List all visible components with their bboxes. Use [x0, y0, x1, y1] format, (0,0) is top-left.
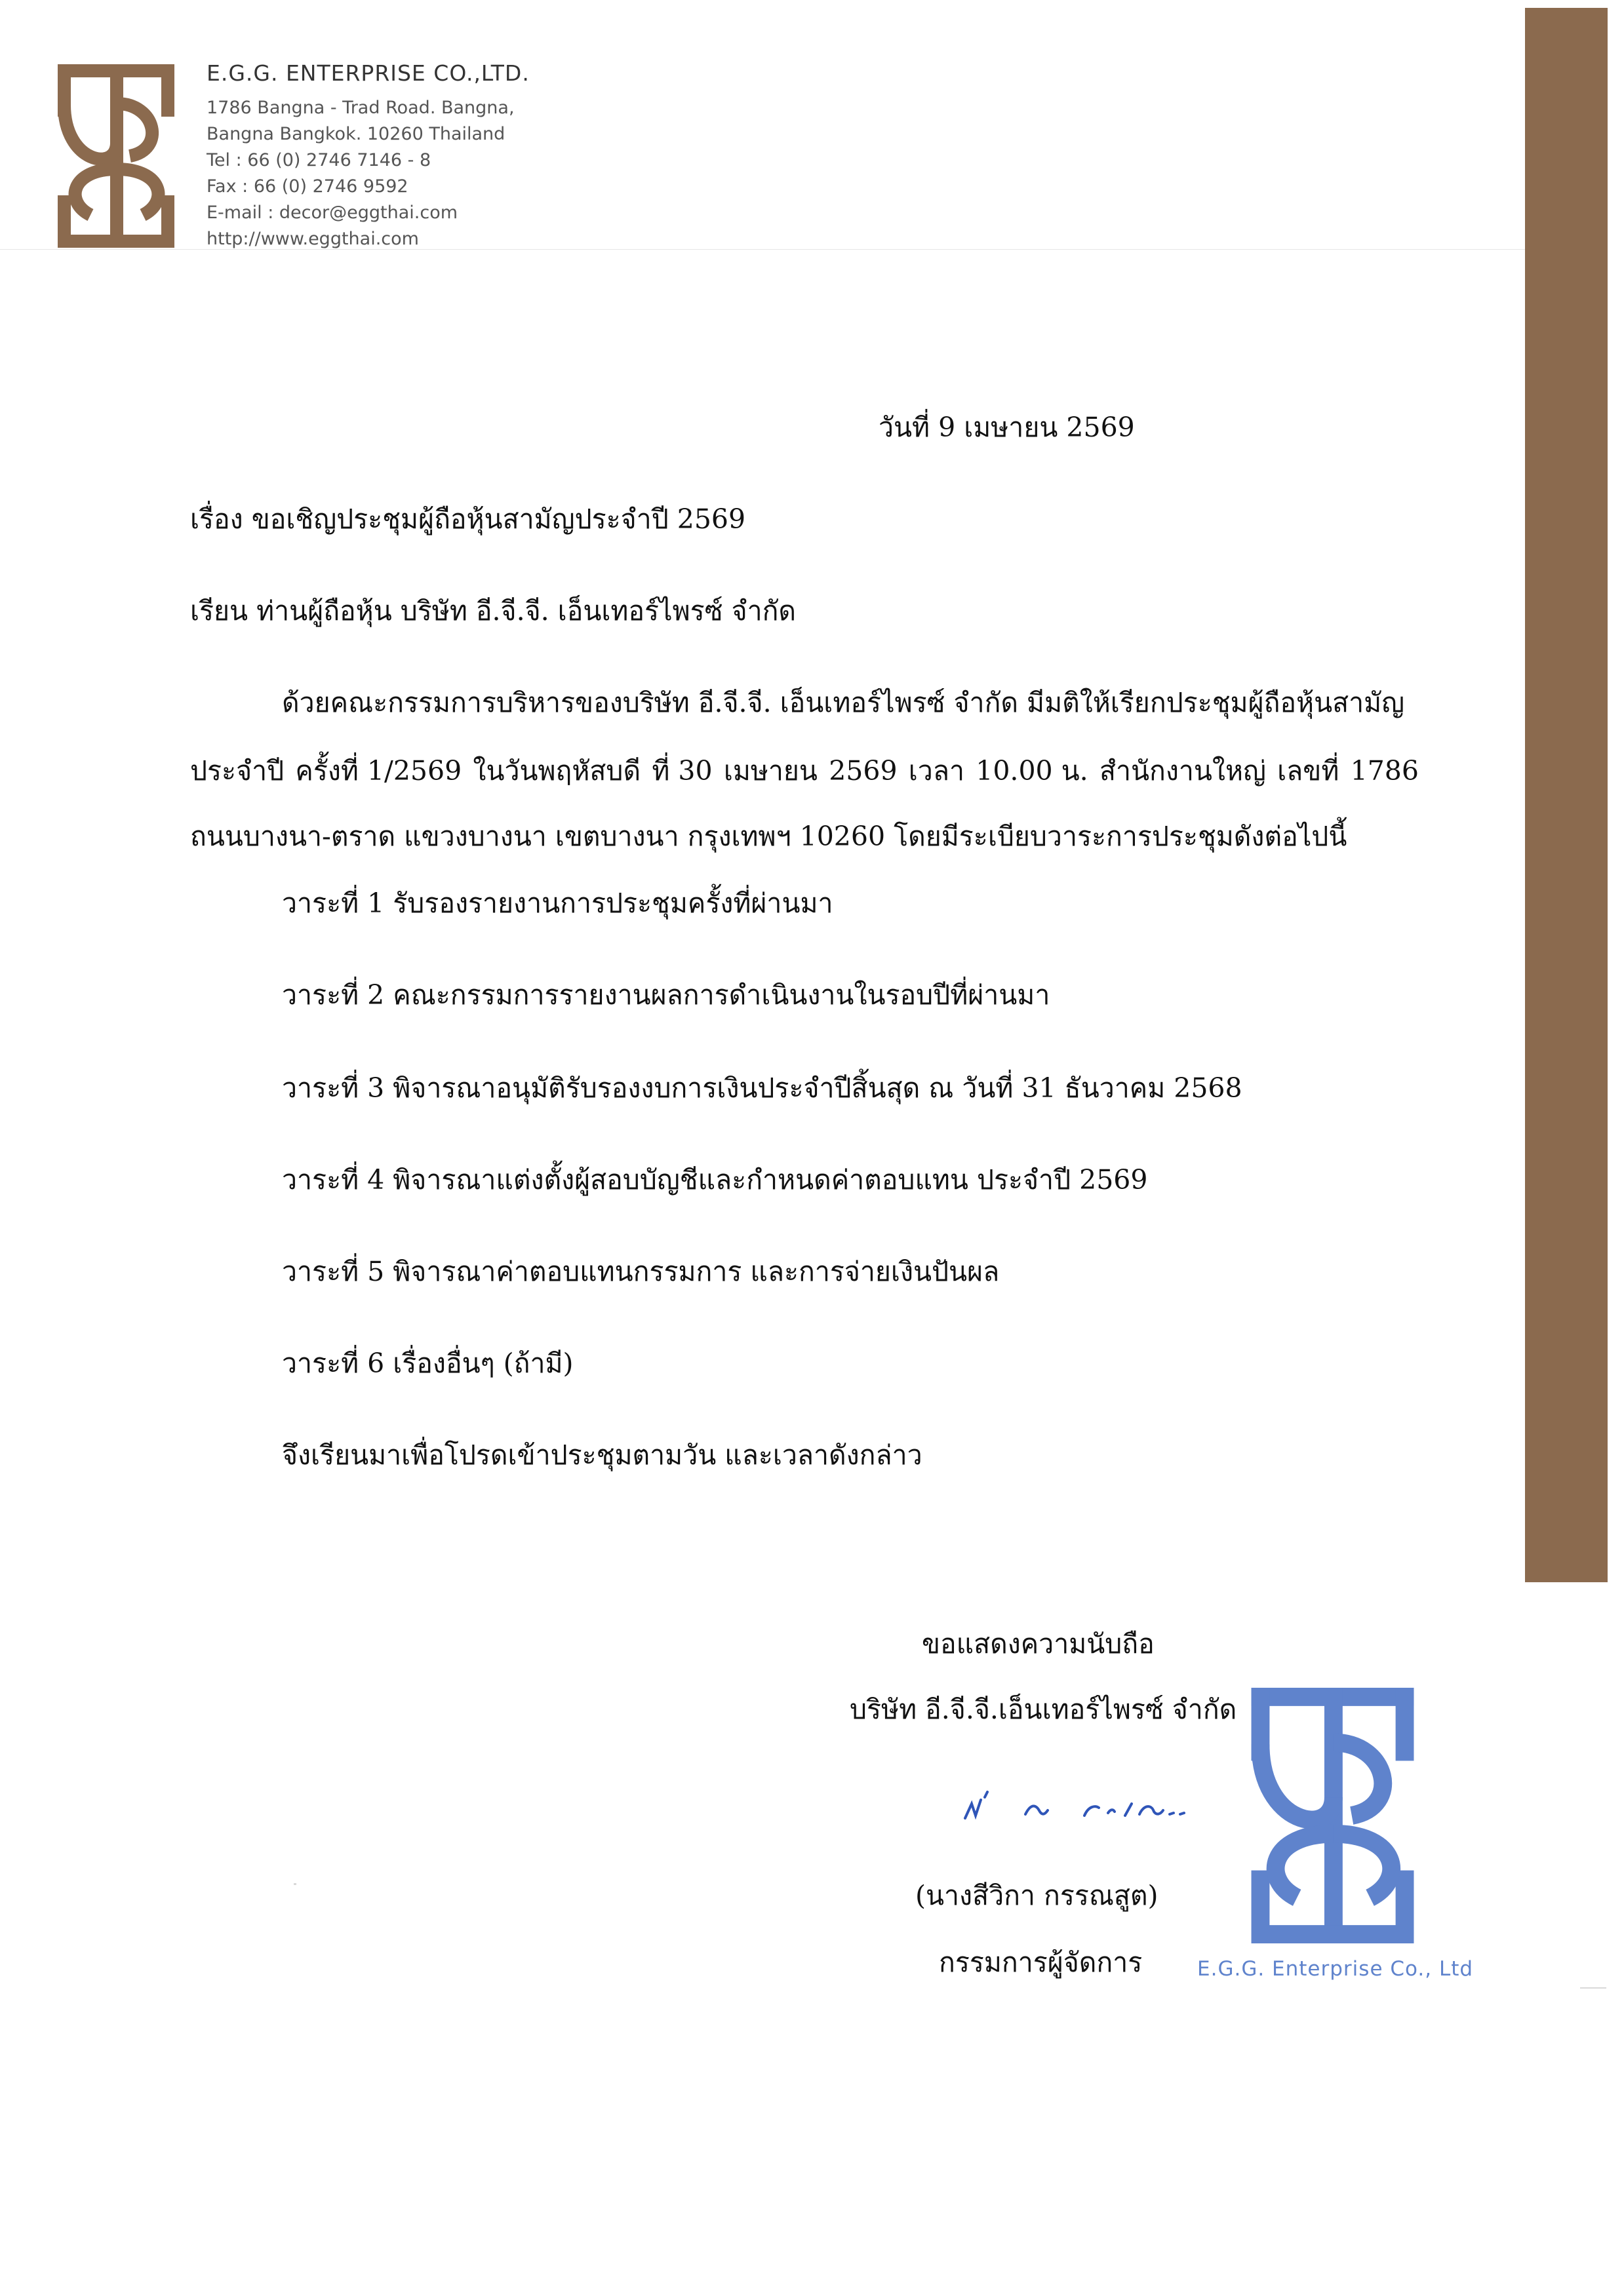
email-line: E-mail : decor@eggthai.com: [207, 203, 458, 223]
body-word: ประจำปี: [190, 755, 285, 787]
body-word: 1786: [1350, 755, 1419, 787]
body-paragraph-line: [190, 751, 1419, 790]
stamp-company-name: E.G.G. Enterprise Co., Ltd: [1197, 1957, 1474, 1981]
body-word: 10.00 น.: [976, 755, 1088, 787]
agenda-item: วาระที่ 4 พิจารณาแต่งตั้งผู้สอบบัญชีและกำหนดค่าตอบแทน ประจำปี 2569: [282, 1164, 1148, 1196]
company-name: E.G.G. ENTERPRISE CO.,LTD.: [207, 60, 530, 86]
body-word: 2569: [829, 755, 898, 787]
address-line: Bangna Bangkok. 10260 Thailand: [207, 124, 505, 144]
body-paragraph-line: ด้วยคณะกรรมการบริหารของบริษัท อี.จี.จี. เอ็นเทอร์ไพรซ์ จำกัด มีมติให้เรียกประชุมผู้ถือหุ้นสามัญ: [282, 687, 1405, 718]
handwritten-signature-icon: [962, 1778, 1198, 1830]
signoff-company: บริษัท อี.จี.จี.เอ็นเทอร์ไพรซ์ จำกัด: [850, 1694, 1237, 1725]
body-word: สำนักงานใหญ่: [1099, 755, 1266, 787]
phone-line: Tel : 66 (0) 2746 7146 - 8: [207, 150, 431, 170]
scan-artifact: [1580, 1987, 1606, 1989]
body-word: ครั้งที่ 1/2569: [295, 755, 462, 787]
fax-line: Fax : 66 (0) 2746 9592: [207, 176, 408, 197]
agenda-item: วาระที่ 2 คณะกรรมการรายงานผลการดำเนินงานในรอบปีที่ผ่านมา: [282, 979, 1050, 1011]
decorative-side-bar: [1525, 8, 1608, 1582]
letter-salutation: เรียน ท่านผู้ถือหุ้น บริษัท อี.จี.จี. เอ็นเทอร์ไพรซ์ จำกัด: [190, 595, 797, 627]
body-word: เวลา: [908, 755, 964, 787]
body-word: เมษายน: [723, 755, 818, 787]
agenda-item: วาระที่ 6 เรื่องอื่นๆ (ถ้ามี): [282, 1348, 574, 1379]
closing-regards: ขอแสดงความนับถือ: [922, 1628, 1155, 1660]
egg-logo-icon: [58, 64, 174, 248]
signer-name: (นางสีวิกา กรรณสูต): [915, 1880, 1159, 1911]
letter-subject: เรื่อง ขอเชิญประชุมผู้ถือหุ้นสามัญประจำปี 2569: [190, 503, 746, 535]
scan-artifact: [294, 1883, 296, 1885]
body-paragraph-line: ถนนบางนา-ตราด แขวงบางนา เขตบางนา กรุงเทพฯ 10260 โดยมีระเบียบวาระการประชุมดังต่อไปนี้: [190, 821, 1347, 852]
website-line: http://www.eggthai.com: [207, 229, 419, 249]
agenda-item: วาระที่ 3 พิจารณาอนุมัติรับรองงบการเงินประจำปีสิ้นสุด ณ วันที่ 31 ธันวาคม 2568: [282, 1072, 1242, 1104]
signer-title: กรรมการผู้จัดการ: [939, 1947, 1143, 1978]
company-stamp-icon: [1246, 1688, 1419, 1943]
agenda-item: วาระที่ 1 รับรองรายงานการประชุมครั้งที่ผ่านมา: [282, 887, 833, 919]
header-divider: [0, 249, 1525, 250]
closing-sentence: จึงเรียนมาเพื่อโปรดเข้าประชุมตามวัน และเวลาดังกล่าว: [282, 1439, 922, 1471]
agenda-item: วาระที่ 5 พิจารณาค่าตอบแทนกรรมการ และการจ่ายเงินปันผล: [282, 1256, 1000, 1287]
company-contact-block: [207, 60, 530, 252]
body-word: เลขที่: [1277, 755, 1339, 787]
body-word: ที่ 30: [652, 755, 713, 787]
letter-date: วันที่ 9 เมษายน 2569: [879, 412, 1135, 443]
body-word: ในวันพฤหัสบดี: [473, 755, 641, 787]
address-line: 1786 Bangna - Trad Road. Bangna,: [207, 98, 515, 118]
